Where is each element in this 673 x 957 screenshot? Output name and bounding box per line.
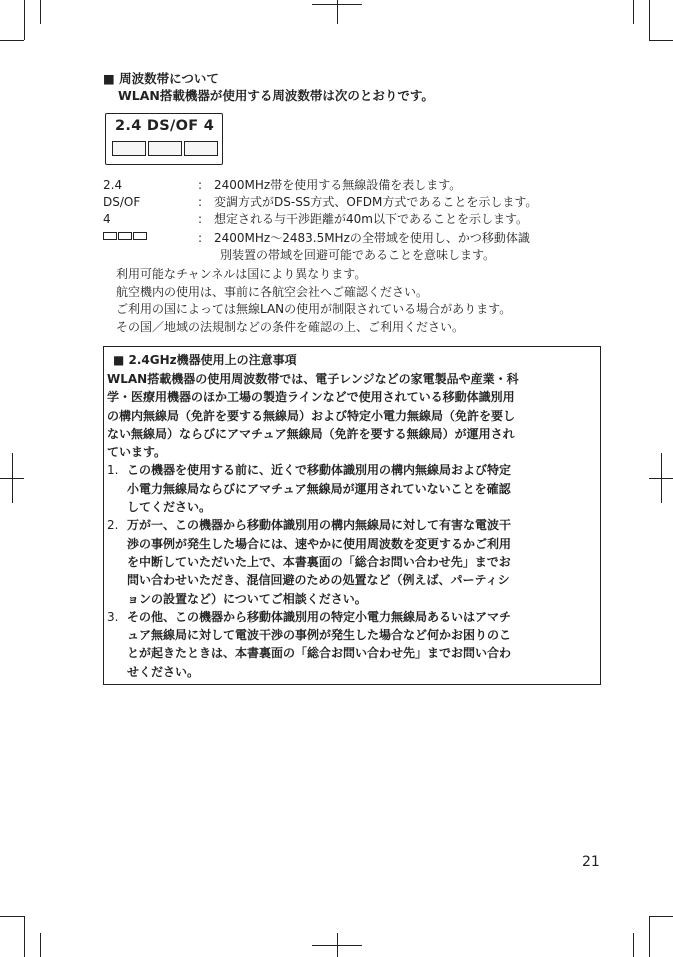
page-content	[103, 70, 601, 685]
crop-mark	[649, 0, 650, 40]
crop-mark	[40, 0, 41, 24]
crop-mark	[0, 916, 24, 917]
definition-colon: :	[198, 212, 203, 226]
crop-mark	[0, 40, 24, 41]
definition-term: 4	[103, 212, 111, 226]
mini-band-cells	[103, 232, 198, 240]
definition-list	[103, 177, 601, 264]
band-cell	[148, 141, 182, 156]
caution-item-line: 渉の事例が発生した場合には、速やかに使用周波数を変更するかご利用	[127, 536, 512, 551]
caution-item-number: 3.	[107, 609, 119, 624]
section-subtitle: WLAN搭載機器が使用する周波数帯は次のとおりです。	[118, 88, 434, 103]
frequency-band-cells	[112, 141, 220, 156]
caution-item-line: とが起きたときは、本書裏面の「総合お問い合わせ先」までお問い合わ	[127, 646, 512, 661]
definition-desc-line: 別装置の帯域を回避可能であることを意味します。	[220, 248, 496, 262]
caution-item-text	[127, 461, 511, 516]
caution-item-line: 万が一、この機器から移動体識別用の構内無線局に対して有害な電波干	[127, 518, 512, 533]
crop-mark	[24, 0, 25, 40]
note-line: その国／地域の法規制などの条件を確認の上、ご利用ください。	[116, 319, 465, 334]
caution-item-line: ュア無線局に対して電波干渉の事例が発生した場合など何かお困りのこ	[127, 628, 512, 643]
crop-mark	[649, 916, 673, 917]
caution-item-line: その他、この機器から移動体識別用の特定小電力無線局あるいはアマチ	[127, 609, 512, 624]
note-line: 利用可能なチャンネルは国により異なります。	[116, 267, 367, 281]
definition-row-band	[103, 230, 601, 264]
mini-band-cell	[118, 232, 132, 240]
definition-row	[103, 177, 601, 194]
notes	[103, 266, 601, 336]
crop-mark	[649, 916, 650, 957]
definition-colon: :	[198, 195, 203, 209]
mini-band-cell	[103, 232, 117, 240]
caution-item	[107, 461, 598, 516]
definition-desc: 変調方式がDS-SS方式、OFDM方式であることを示します。	[214, 195, 538, 209]
caution-item	[107, 516, 598, 607]
definition-colon: :	[198, 178, 203, 192]
crop-mark	[24, 916, 25, 957]
crop-mark	[40, 933, 41, 957]
caution-item-line: せください。	[127, 664, 200, 679]
section-title: ■ 周波数帯について	[103, 71, 219, 86]
band-cell	[112, 141, 146, 156]
caution-item-line: この機器を使用する前に、近くで移動体識別用の構内無線局および特定	[127, 463, 512, 478]
caution-item-line: してください。	[127, 500, 212, 515]
caution-item-number: 1.	[107, 463, 119, 478]
caution-item-text	[127, 516, 511, 607]
definition-row	[103, 211, 601, 228]
definition-desc: 想定される与干渉距離が40m以下であることを示します。	[214, 212, 529, 226]
caution-item-line: 小電力無線局ならびにアマチュア無線局が運用されていないことを確認	[127, 481, 511, 496]
page-number: 21	[582, 854, 600, 870]
definition-row	[103, 194, 601, 211]
definition-desc-line: 2400MHz～2483.5MHzの全帯域を使用し、かつ移動体識	[214, 231, 530, 245]
crop-mark	[661, 453, 662, 503]
crop-mark	[12, 453, 13, 503]
definition-term: DS/OF	[103, 195, 141, 209]
crop-mark	[633, 0, 634, 24]
caution-item-line: ョンの設置など）についてご相談ください。	[127, 591, 367, 606]
definition-desc: 2400MHz帯を使用する無線設備を表します。	[214, 178, 462, 192]
note-line: ご利用の国によっては無線LANの使用が制限されている場合があります。	[116, 302, 512, 316]
crop-mark	[337, 0, 338, 24]
caution-intro-line: ない無線局）ならびにアマチュア無線局（免許を要する無線局）が運用され	[107, 426, 515, 441]
caution-item-line: 問い合わせいただき、混信回避のための処置など（例えば、パーティシ	[127, 573, 510, 588]
definition-term: 2.4	[103, 178, 123, 192]
caution-item-number: 2.	[107, 518, 119, 533]
crop-mark	[649, 40, 673, 41]
crop-mark	[633, 933, 634, 957]
band-cell	[184, 141, 218, 156]
caution-intro-line: 学・医療用機器のほか工場の製造ラインなどで使用されている移動体識別用	[107, 390, 515, 405]
caution-body	[107, 370, 598, 681]
definition-colon: :	[198, 231, 203, 245]
caution-item	[107, 608, 598, 681]
caution-item-text	[127, 608, 511, 681]
band-mini-label	[103, 230, 198, 264]
caution-item-line: を中断していただいた上で、本書裏面の「総合お問い合わせ先」までお	[127, 554, 511, 569]
caution-intro-line: の構内無線局（免許を要する無線局）および特定小電力無線局（免許を要し	[107, 408, 516, 423]
frequency-label-box	[105, 113, 223, 165]
caution-intro-line: ています。	[107, 445, 167, 460]
mini-band-cell	[133, 232, 147, 240]
note-line: 航空機内の使用は、事前に各航空会社へご確認ください。	[116, 284, 429, 299]
caution-box	[103, 346, 601, 685]
frequency-label-code: 2.4 DS/OF 4	[115, 118, 215, 134]
caution-title: ■ 2.4GHz機器使用上の注意事項	[113, 353, 297, 367]
caution-intro-line: WLAN搭載機器の使用周波数帯では、電子レンジなどの家電製品や産業・科	[107, 372, 519, 386]
definition-desc	[214, 230, 601, 264]
crop-mark	[337, 933, 338, 957]
